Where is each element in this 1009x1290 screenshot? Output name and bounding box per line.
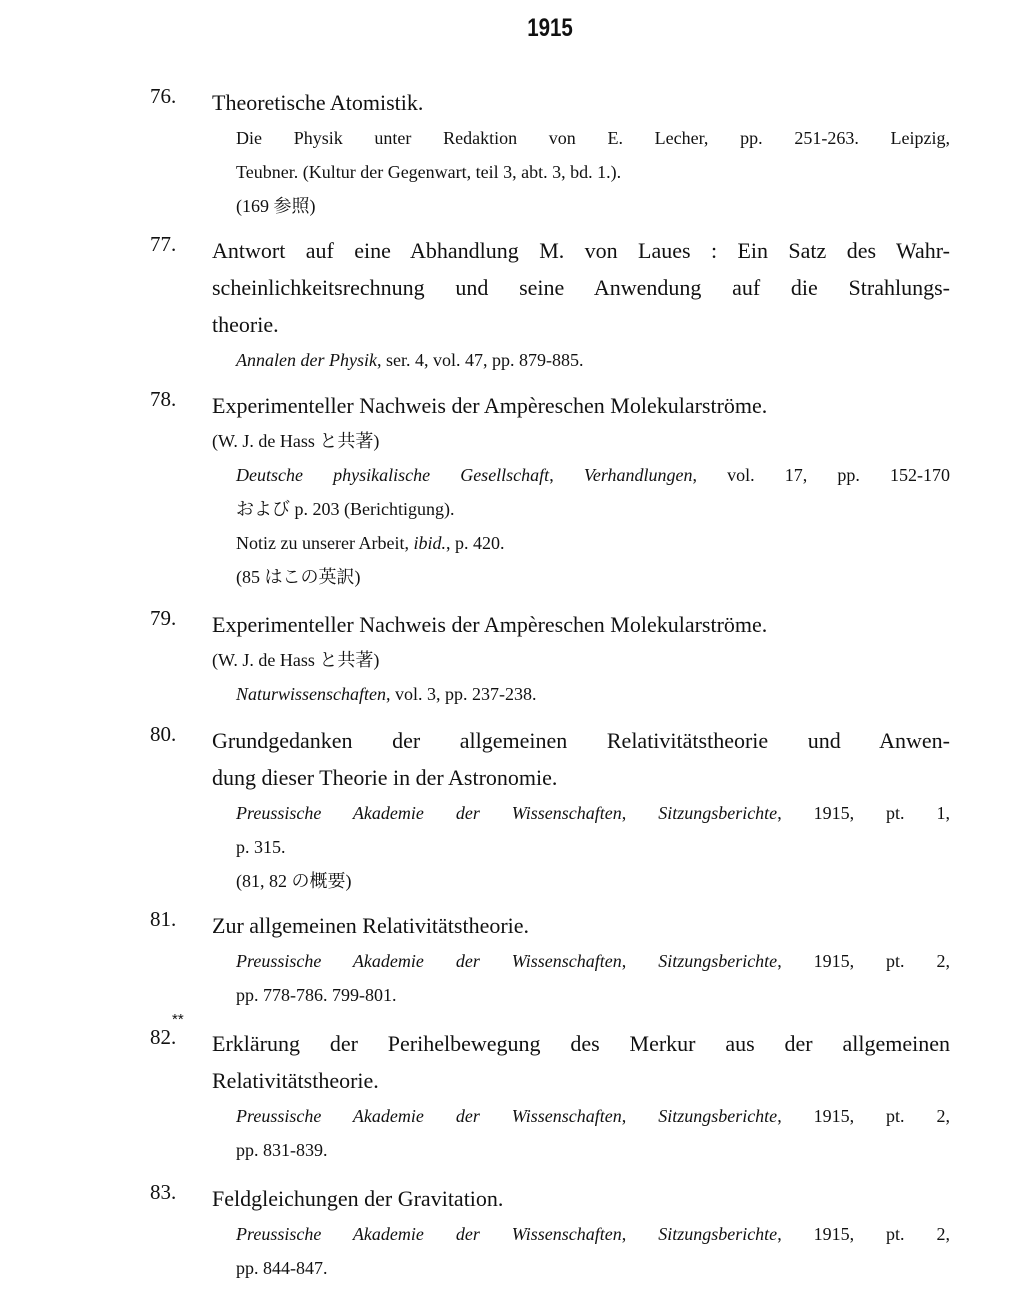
citation-text: (W. J. de Hass と共著) xyxy=(212,650,380,670)
entry-detail-line xyxy=(236,458,950,492)
citation-text: , xyxy=(549,465,584,485)
citation-text: , xyxy=(621,951,659,971)
publication-name: Sitzungsberichte xyxy=(658,951,778,971)
entry-title-line: theorie. xyxy=(212,312,279,337)
entry-detail-line xyxy=(236,1133,950,1167)
entry-detail-line xyxy=(236,796,950,830)
publication-name: Annalen der Physik xyxy=(236,350,377,370)
citation-text: , xyxy=(621,803,659,823)
entry-number: 83. xyxy=(150,1180,177,1204)
citation-text: Die Physik unter Redaktion von E. Lecher, pp. 251-263. Leipzig, xyxy=(236,128,950,148)
entry-title-line: Experimenteller Nachweis der Ampèreschen Molekularströme. xyxy=(212,393,768,418)
entry-detail-line xyxy=(236,978,950,1012)
citation-text: , 1915, pt. 2, xyxy=(777,951,950,971)
bibliography-entry xyxy=(150,387,950,594)
page-year-heading: 1915 xyxy=(527,14,573,42)
publication-name: Deutsche physikalische Gesellschaft xyxy=(236,465,550,485)
publication-name: Verhandlungen xyxy=(583,465,693,485)
bibliography-entry xyxy=(150,1011,950,1167)
publication-name: Preussische Akademie der Wissenschaften xyxy=(236,1224,622,1244)
citation-text: , p. 420. xyxy=(445,533,505,553)
entry-title-line: Feldgleichungen der Gravitation. xyxy=(212,1186,504,1211)
citation-text: pp. 778-786. 799-801. xyxy=(236,985,397,1005)
entry-title-line: Experimenteller Nachweis der Ampèreschen Molekularströme. xyxy=(212,612,768,637)
entry-number: 82. ** xyxy=(150,1011,184,1049)
entry-number: 78. xyxy=(150,387,177,411)
publication-name: Sitzungsberichte xyxy=(658,1224,778,1244)
publication-name: Naturwissenschaften xyxy=(236,684,387,704)
citation-text: , 1915, pt. 2, xyxy=(777,1224,950,1244)
publication-name: Preussische Akademie der Wissenschaften xyxy=(236,803,622,823)
entry-detail-line xyxy=(236,864,950,898)
entry-detail-line xyxy=(236,1099,950,1133)
citation-text: (169 参照) xyxy=(236,196,316,216)
entry-title-line: Grundgedanken der allgemeinen Relativitätstheorie und Anwen- xyxy=(212,728,950,753)
entry-detail-line xyxy=(236,830,950,864)
bibliography-entry xyxy=(150,907,950,1012)
citation-text: , ser. 4, vol. 47, pp. 879-885. xyxy=(376,350,584,370)
entry-detail-line xyxy=(236,155,950,189)
entry-title-line: Zur allgemeinen Relativitätstheorie. xyxy=(212,913,530,938)
entry-detail-line xyxy=(236,677,950,711)
bibliography-entry xyxy=(150,606,950,711)
citation-text: , xyxy=(621,1224,659,1244)
entry-detail-line xyxy=(236,189,950,223)
entry-detail-line xyxy=(236,492,950,526)
entry-number: 79. xyxy=(150,606,177,630)
entry-title-line: scheinlichkeitsrechnung und seine Anwendung auf die Strahlungs- xyxy=(212,275,950,300)
entry-detail-line xyxy=(236,1217,950,1251)
entry-number: 81. xyxy=(150,907,177,931)
entry-title-line: dung dieser Theorie in der Astronomie. xyxy=(212,765,558,790)
publication-name: Sitzungsberichte xyxy=(658,803,778,823)
entry-detail-line xyxy=(236,343,950,377)
citation-text: pp. 831-839. xyxy=(236,1140,328,1160)
citation-text: (W. J. de Hass と共著) xyxy=(212,431,380,451)
entry-title-line: Theoretische Atomistik. xyxy=(212,90,424,115)
bibliography-entry xyxy=(150,722,950,898)
bibliography-entry xyxy=(150,1180,950,1285)
entry-title-line: Relativitätstheorie. xyxy=(212,1068,379,1093)
entry-title-line: Antwort auf eine Abhandlung M. von Laues : Ein Satz des Wahr- xyxy=(212,238,950,263)
entry-detail-line xyxy=(236,121,950,155)
citation-text: pp. 844-847. xyxy=(236,1258,328,1278)
citation-text: p. 315. xyxy=(236,837,286,857)
entry-marker: ** xyxy=(172,1011,184,1028)
citation-text: , xyxy=(621,1106,659,1126)
entry-number: 76. xyxy=(150,84,177,108)
citation-text: および p. 203 (Berichtigung). xyxy=(236,499,455,519)
citation-text: , 1915, pt. 1, xyxy=(777,803,950,823)
entry-number: 77. xyxy=(150,232,177,256)
entry-detail-line xyxy=(212,424,950,458)
citation-text: , 1915, pt. 2, xyxy=(777,1106,950,1126)
publication-name: Preussische Akademie der Wissenschaften xyxy=(236,1106,622,1126)
citation-text: (85 はこの英訳) xyxy=(236,567,361,587)
publication-name: Preussische Akademie der Wissenschaften xyxy=(236,951,622,971)
publication-name: Sitzungsberichte xyxy=(658,1106,778,1126)
entry-number: 80. xyxy=(150,722,177,746)
entry-detail-line xyxy=(236,526,950,560)
citation-text: (81, 82 の概要) xyxy=(236,871,352,891)
bibliography-entry xyxy=(150,232,950,377)
citation-text: Teubner. (Kultur der Gegenwart, teil 3, abt. 3, bd. 1.). xyxy=(236,162,622,182)
entry-detail-line xyxy=(236,944,950,978)
entry-detail-line xyxy=(236,560,950,594)
publication-name: ibid. xyxy=(413,533,446,553)
citation-text: Notiz zu unserer Arbeit, xyxy=(236,533,414,553)
citation-text: , vol. 17, pp. 152-170 xyxy=(692,465,951,485)
entry-detail-line xyxy=(236,1251,950,1285)
entry-title-line: Erklärung der Perihelbewegung des Merkur aus der allgemeinen xyxy=(212,1031,950,1056)
entry-detail-line xyxy=(212,643,950,677)
citation-text: , vol. 3, pp. 237-238. xyxy=(386,684,537,704)
bibliography-entry xyxy=(150,84,950,223)
